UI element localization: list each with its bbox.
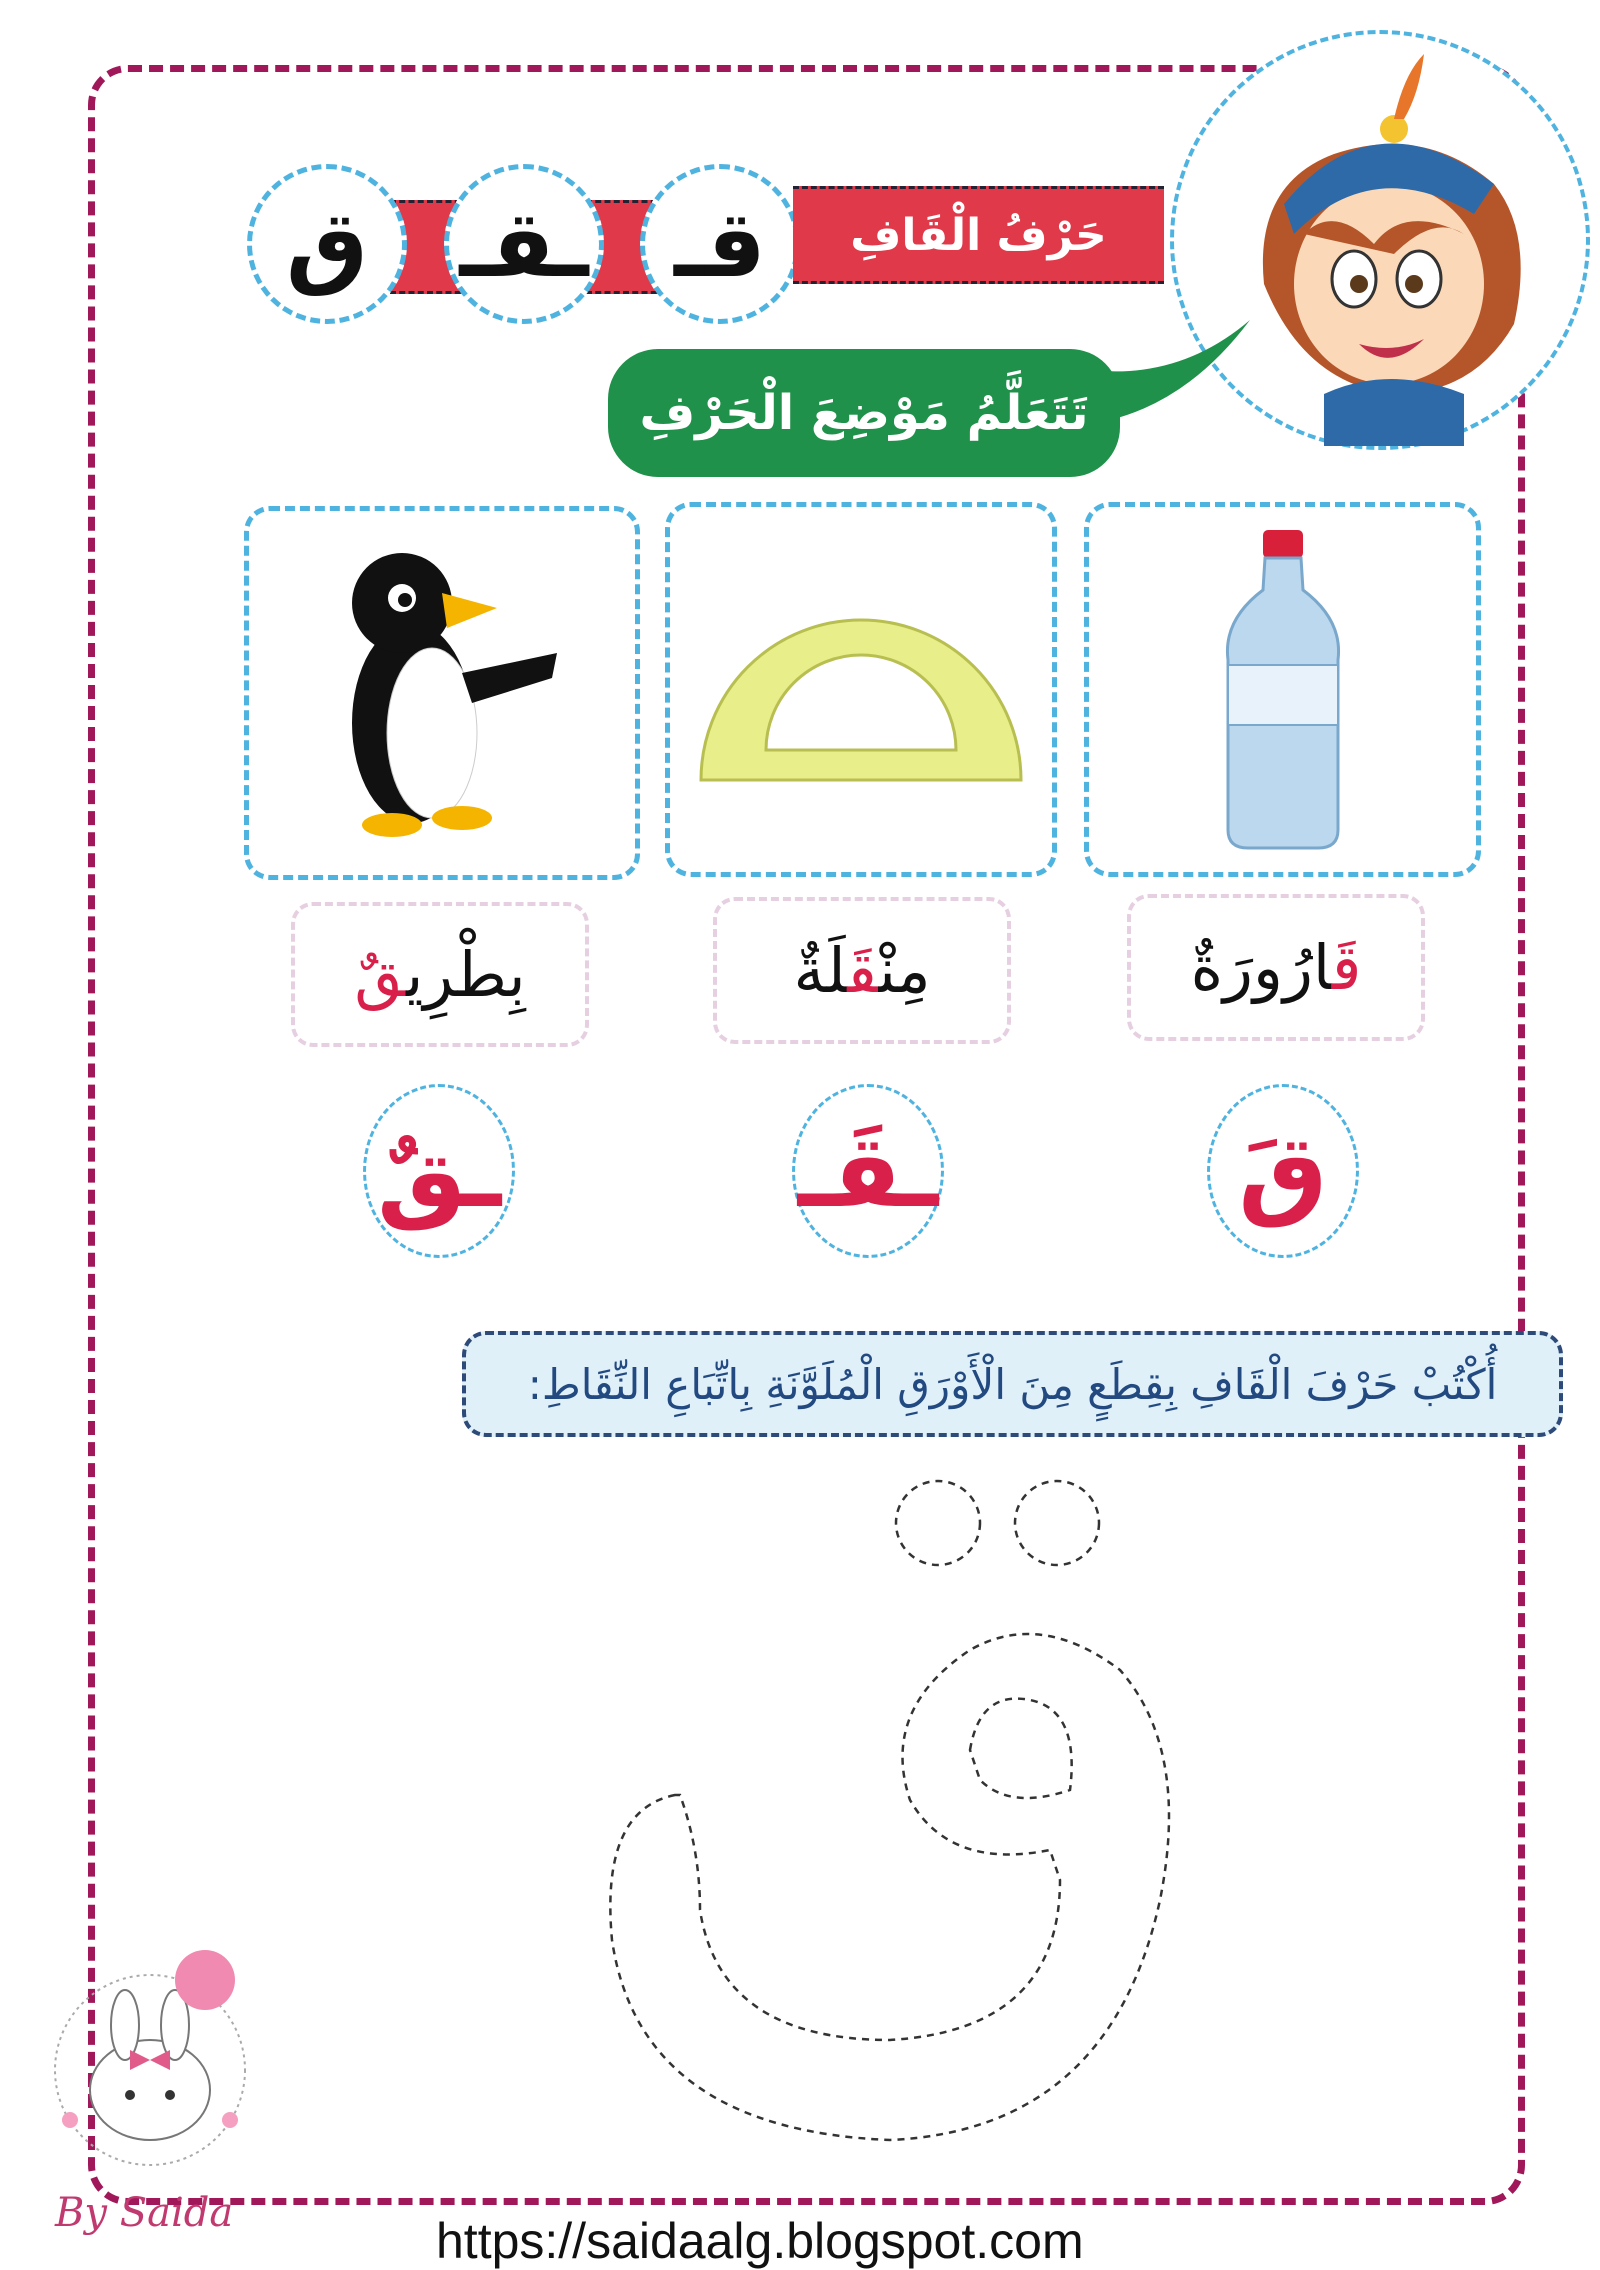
trace-letter-qaf (590, 1470, 1190, 2170)
instruction-box: أُكْتُبْ حَرْفَ الْقَافِ بِقِطَعٍ مِنَ الْأَوْرَقِ الْمُلَوَّنَةِ بِاتِّبَاعِ النِّقَاطِ: (462, 1331, 1563, 1437)
bunny-logo-icon (30, 1940, 270, 2200)
signature: By Saida (55, 2190, 234, 2236)
footer-url[interactable]: https://saidaalg.blogspot.com (436, 2213, 1084, 2269)
letter-form-isolated: ق (247, 164, 407, 324)
letter-position-medial: ـقَـ (792, 1084, 944, 1258)
word-protractor: مِنْقَلَةٌ (713, 897, 1011, 1044)
letter-form-initial: قـ (640, 164, 800, 324)
penguin-icon (322, 543, 562, 843)
highlight-letter: قَ (847, 934, 879, 1007)
letter-position-initial: قَ (1207, 1084, 1359, 1258)
water-bottle-icon (1213, 530, 1353, 850)
picture-protractor (665, 502, 1057, 877)
highlight-letter: قٌ (354, 938, 407, 1011)
letter-form-medial: ـقـ (444, 164, 604, 324)
title-banner: حَرْفُ الْقَافِ (793, 186, 1164, 284)
picture-water-bottle (1084, 502, 1481, 877)
word-bottle: قَارُورَةٌ (1127, 894, 1425, 1041)
speech-bubble: تَتَعَلَّمُ مَوْضِعَ الْحَرْفِ (608, 349, 1120, 477)
word-penguin: بِطْرِيقٌ (291, 902, 589, 1047)
protractor-icon (696, 595, 1026, 785)
picture-penguin (244, 506, 640, 880)
highlight-letter: قَ (1331, 931, 1362, 1004)
letter-position-final: ـقٌ (363, 1084, 515, 1258)
